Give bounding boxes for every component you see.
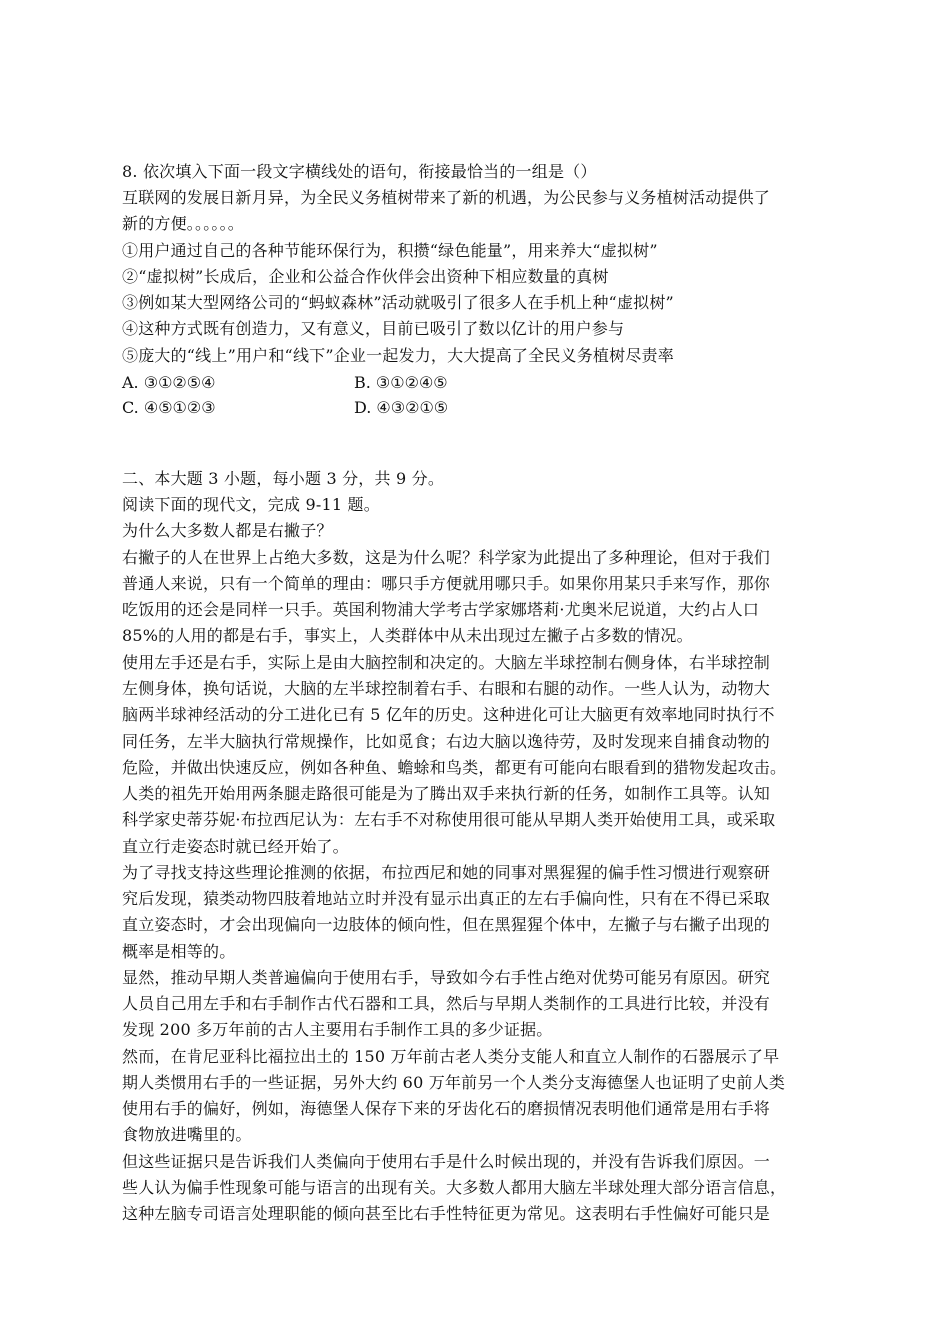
article-line: 直立姿态时，才会出现偏向一边肢体的倾向性，但在黑猩猩个体中，左撇子与右撇子出现的: [122, 915, 771, 934]
article-line: 右撇子的人在世界上占绝大多数，这是为什么呢？科学家为此提出了多种理论，但对于我们: [122, 548, 771, 567]
article-line: 普通人来说，只有一个简单的理由：哪只手方便就用哪只手。如果你用某只手来写作，那你: [122, 574, 771, 593]
question-8-options-row-1: [122, 372, 862, 394]
question-8-stem: 8. 依次填入下面一段文字横线处的语句，衔接最恰当的一组是（）: [122, 162, 597, 181]
option-a: A. ③①②⑤④: [122, 373, 216, 392]
article-line: 左侧身体，换句话说，大脑的左半球控制着右手、右眼和右腿的动作。一些人认为，动物大: [122, 679, 771, 698]
article-line: 同任务，左半大脑执行常规操作，比如觅食；右边大脑以逸待劳，及时发现来自捕食动物的: [122, 732, 771, 751]
article-line: 但这些证据只是告诉我们人类偏向于使用右手是什么时候出现的，并没有告诉我们原因。一: [122, 1152, 771, 1171]
section-2-instruction: 阅读下面的现代文，完成 9-11 题。: [122, 495, 380, 514]
article-line: 概率是相等的。: [122, 942, 236, 961]
option-b: B. ③①②④⑤: [354, 373, 448, 392]
question-8-item-4: ④这种方式既有创造力，又有意义，目前已吸引了数以亿计的用户参与: [122, 319, 625, 338]
article-line: 直立行走姿态时就已经开始了。: [122, 837, 349, 856]
article-line: 这种左脑专司语言处理职能的倾向甚至比右手性特征更为常见。这表明右手性偏好可能只是: [122, 1204, 771, 1223]
question-8-passage-line: 新的方便。。。。。。: [122, 214, 245, 233]
article-line: 脑两半球神经活动的分工进化已有 5 亿年的历史。这种进化可让大脑更有效率地同时执行不: [122, 705, 775, 724]
article-line: 期人类惯用右手的一些证据，另外大约 60 万年前另一个人类分支海德堡人也证明了史前人类: [122, 1073, 786, 1092]
question-8-item-5: ⑤庞大的“线上”用户和“线下”企业一起发力，大大提高了全民义务植树尽责率: [122, 346, 674, 365]
article-line: 吃饭用的还会是同样一只手。英国利物浦大学考古学家娜塔莉·尤奥米尼说道，大约占人口: [122, 600, 760, 619]
article-line: 究后发现，猿类动物四肢着地站立时并没有显示出真正的左右手偏向性，只有在不得已采取: [122, 889, 771, 908]
article-line: 危险，并做出快速反应，例如各种鱼、蟾蜍和鸟类，都更有可能向右眼看到的猎物发起攻击。: [122, 758, 787, 777]
article-line: 使用右手的偏好，例如，海德堡人保存下来的牙齿化石的磨损情况表明他们通常是用右手将: [122, 1099, 771, 1118]
article-line: 显然，推动早期人类普遍偏向于使用右手，导致如今右手性占绝对优势可能另有原因。研究: [122, 968, 771, 987]
question-8-item-2: ②“虚拟树”长成后，企业和公益合作伙伴会出资种下相应数量的真树: [122, 267, 609, 286]
article-title: 为什么大多数人都是右撇子？: [122, 521, 333, 540]
article-line: 使用左手还是右手，实际上是由大脑控制和决定的。大脑左半球控制右侧身体，右半球控制: [122, 653, 771, 672]
article-line: 食物放进嘴里的。: [122, 1125, 252, 1144]
question-8-item-3: ③例如某大型网络公司的“蚂蚁森林”活动就吸引了很多人在手机上种“虚拟树”: [122, 293, 674, 312]
option-c: C. ④⑤①②③: [122, 398, 216, 417]
question-8-passage-line: 互联网的发展日新月异，为全民义务植树带来了新的机遇，为公民参与义务植树活动提供了: [122, 188, 771, 207]
article-line: 为了寻找支持这些理论推测的依据，布拉西尼和她的同事对黑猩猩的偏手性习惯进行观察研: [122, 863, 771, 882]
article-line: 人类的祖先开始用两条腿走路很可能是为了腾出双手来执行新的任务，如制作工具等。认知: [122, 784, 771, 803]
article-line: 然而，在肯尼亚科比福拉出土的 150 万年前古老人类分支能人和直立人制作的石器展示了早: [122, 1047, 780, 1066]
section-2-heading: 二、本大题 3 小题，每小题 3 分，共 9 分。: [122, 469, 445, 488]
question-8-options-row-2: [122, 397, 862, 419]
article-line: 科学家史蒂芬妮·布拉西尼认为：左右手不对称使用很可能从早期人类开始使用工具，或采取: [122, 810, 776, 829]
option-d: D. ④③②①⑤: [354, 398, 449, 417]
article-line: 85%的人用的都是右手，事实上，人类群体中从未出现过左撇子占多数的情况。: [122, 626, 693, 645]
article-line: 人员自己用左手和右手制作古代石器和工具，然后与早期人类制作的工具进行比较，并没有: [122, 994, 771, 1013]
question-8-item-1: ①用户通过自己的各种节能环保行为，积攒“绿色能量”，用来养大“虚拟树”: [122, 241, 658, 260]
article-line: 发现 200 多万年前的古人主要用右手制作工具的多少证据。: [122, 1020, 553, 1039]
article-line: 些人认为偏手性现象可能与语言的出现有关。大多数人都用大脑左半球处理大部分语言信息，: [122, 1178, 787, 1197]
